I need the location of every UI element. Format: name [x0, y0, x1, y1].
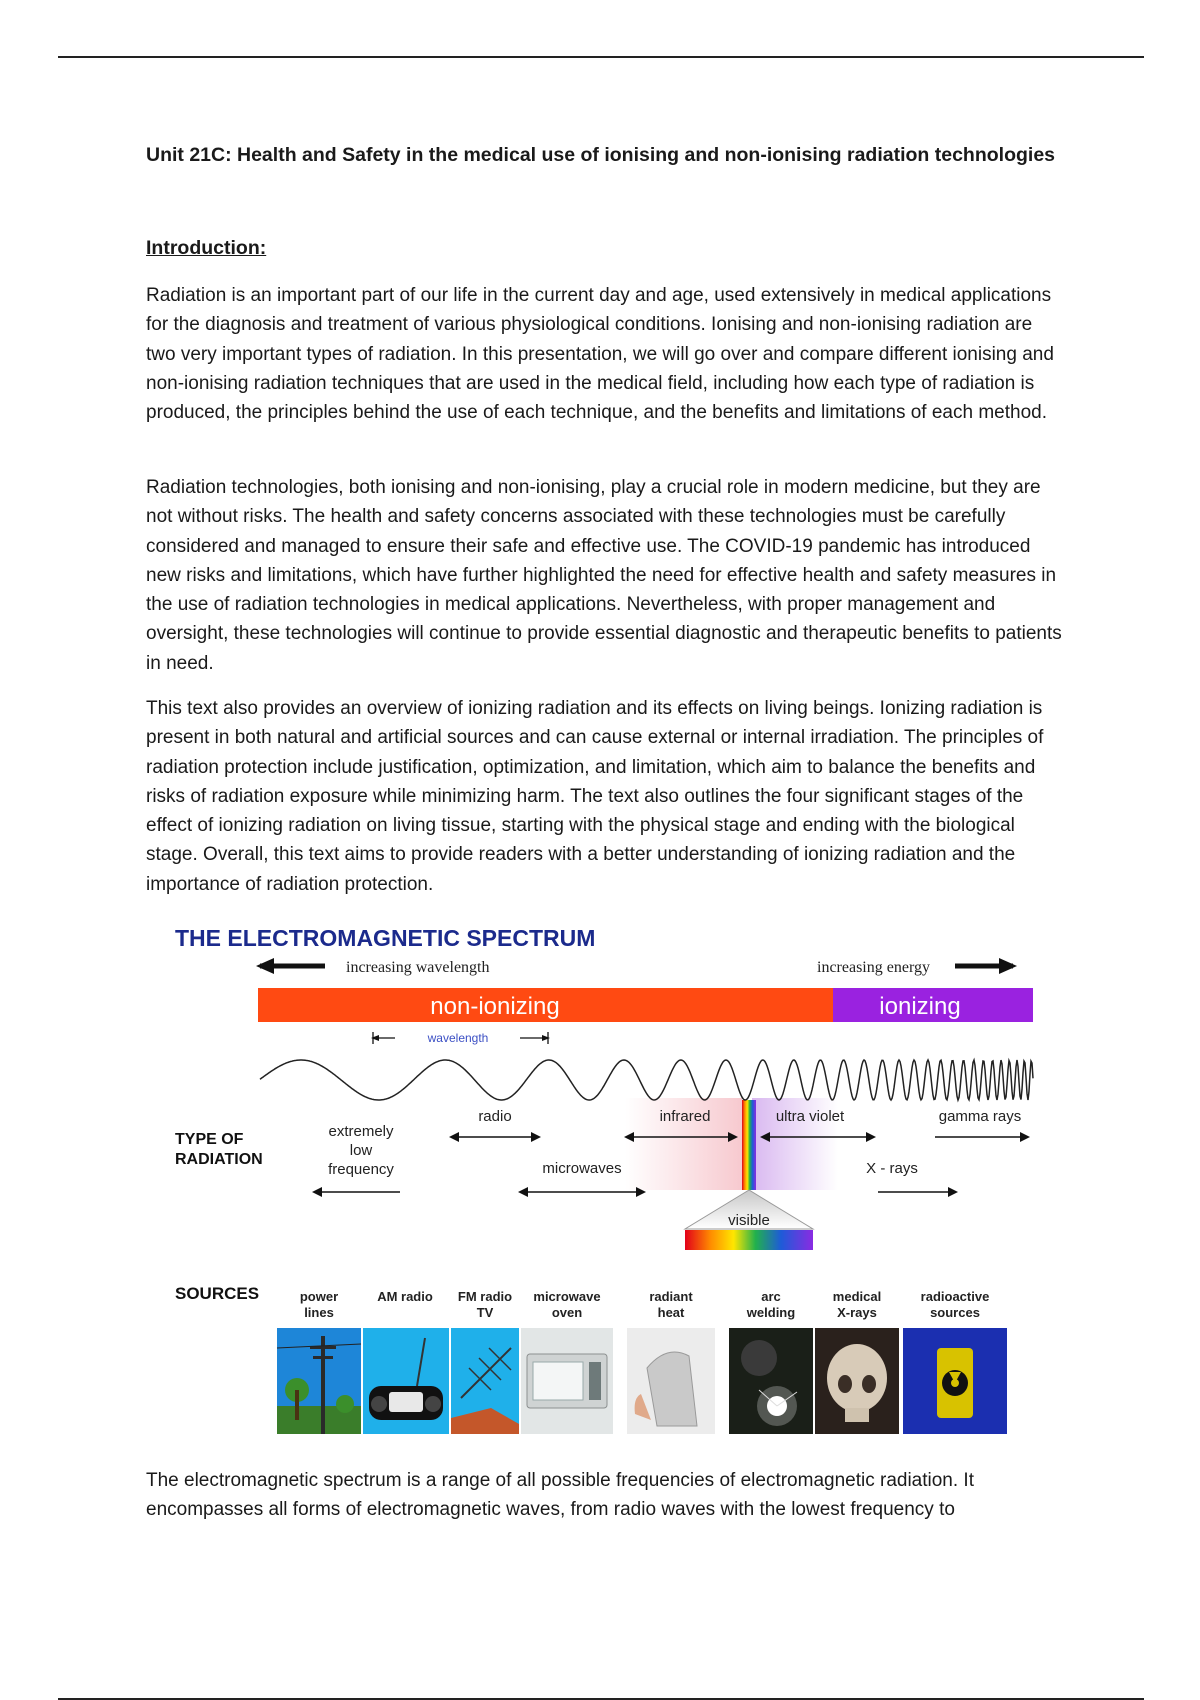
source-label-7-0: radioactive [920, 1289, 990, 1304]
visible-label: visible [728, 1212, 770, 1229]
increasing-wavelength-label: increasing wavelength [346, 959, 490, 976]
page-title: Unit 21C: Health and Safety in the medical use of ionising and non-ionising radiation technologies [146, 144, 1056, 166]
type-of-radiation-label-line2: RADIATION [175, 1151, 263, 1168]
elf-label-3: frequency [328, 1161, 394, 1178]
visible-band [742, 1100, 756, 1190]
microwave-oven-icon [521, 1328, 613, 1434]
source-label-4-1: heat [657, 1305, 685, 1320]
source-label-6-0: medical [832, 1289, 882, 1304]
header-rule [58, 56, 1144, 58]
figure-title: THE ELECTROMAGNETIC SPECTRUM [175, 925, 596, 951]
wave-line [260, 1060, 1033, 1100]
paragraph-3: This text also provides an overview of ionizing radiation and its effects on living beings. Ionizing radiation is present in both natural and artificial sources and can cause external or internal irradiation. The principles of radiation protection include justification, optimization, and limitation, which aim to balance the benefits and risks of radiation exposure while minimizing harm. The text also outlines the four significant stages of the effect of ionizing radiation on living tissue, starting with the physical stage and ending with the biological stage. Overall, this text aims to provide readers with a better understanding of ionizing radiation and the importance of radiation protection. [146, 698, 1044, 895]
microwaves-label: microwaves [542, 1160, 622, 1177]
iron-heat-icon [627, 1328, 715, 1434]
source-label-5-1: welding [746, 1305, 796, 1320]
source-label-7-1: sources [930, 1305, 980, 1320]
source-label-5-0: arc [761, 1289, 781, 1304]
source-label-0-0: power [299, 1289, 339, 1304]
introduction-heading: Introduction: [146, 237, 267, 259]
ionizing-label: ionizing [879, 993, 961, 1020]
source-label-2-1: TV [476, 1305, 494, 1320]
radio-label: radio [478, 1108, 512, 1125]
radioactive-icon [903, 1328, 1007, 1434]
source-label-1-0: AM radio [377, 1289, 433, 1304]
xray-skull-icon [815, 1328, 899, 1434]
arc-welding-icon [729, 1328, 813, 1434]
infrared-label: infrared [659, 1108, 711, 1125]
power-lines-icon [277, 1328, 361, 1434]
source-label-3-0: microwave [533, 1289, 601, 1304]
source-label-4-0: radiant [649, 1289, 693, 1304]
electromagnetic-spectrum-figure [165, 918, 1045, 1448]
source-label-3-1: oven [551, 1305, 583, 1320]
gamma-label: gamma rays [938, 1108, 1022, 1125]
non-ionizing-label: non-ionizing [430, 993, 560, 1020]
increasing-energy-label: increasing energy [817, 959, 930, 976]
paragraph-4: The electromagnetic spectrum is a range of all possible frequencies of electromagnetic radiation. It encompasses all forms of electromagnetic waves, from radio waves with the lowest frequency to [146, 1470, 974, 1521]
type-of-radiation-label-line1: TYPE OF [175, 1131, 244, 1148]
elf-label-2: low [349, 1142, 373, 1159]
visible-spectrum-strip [685, 1230, 813, 1250]
source-label-6-1: X-rays [837, 1305, 877, 1320]
source-label-0-1: lines [304, 1305, 334, 1320]
am-radio-icon [363, 1328, 449, 1434]
tv-antenna-icon [451, 1328, 519, 1434]
ultraviolet-label: ultra violet [775, 1108, 845, 1125]
elf-label-1: extremely [328, 1123, 394, 1140]
paragraph-1: Radiation is an important part of our life in the current day and age, used extensively in medical applications for the diagnosis and treatment of various physiological conditions. Ionising and non-ionising radiation are two very important types of radiation. In this presentation, we will go over and compare different ionising and non-ionising radiation techniques that are used in the medical field, including how each type of radiation is produced, the principles behind the use of each technique, and the benefits and limitations of each method. [146, 285, 1054, 424]
paragraph-2: Radiation technologies, both ionising and non-ionising, play a crucial role in modern medicine, but they are not without risks. The health and safety concerns associated with these technologies must be carefully considered and managed to ensure their safe and effective use. The COVID-19 pandemic has introduced new risks and limitations, which have further highlighted the need for effective health and safety measures in the use of radiation technologies in medical applications. Nevertheless, with proper management and oversight, these technologies will continue to provide essential diagnostic and therapeutic benefits to patients in need. [146, 477, 1062, 674]
xrays-label: X - rays [866, 1160, 918, 1177]
sources-label: SOURCES [175, 1284, 260, 1303]
wavelength-label: wavelength [427, 1031, 489, 1045]
source-label-2-0: FM radio [457, 1289, 513, 1304]
